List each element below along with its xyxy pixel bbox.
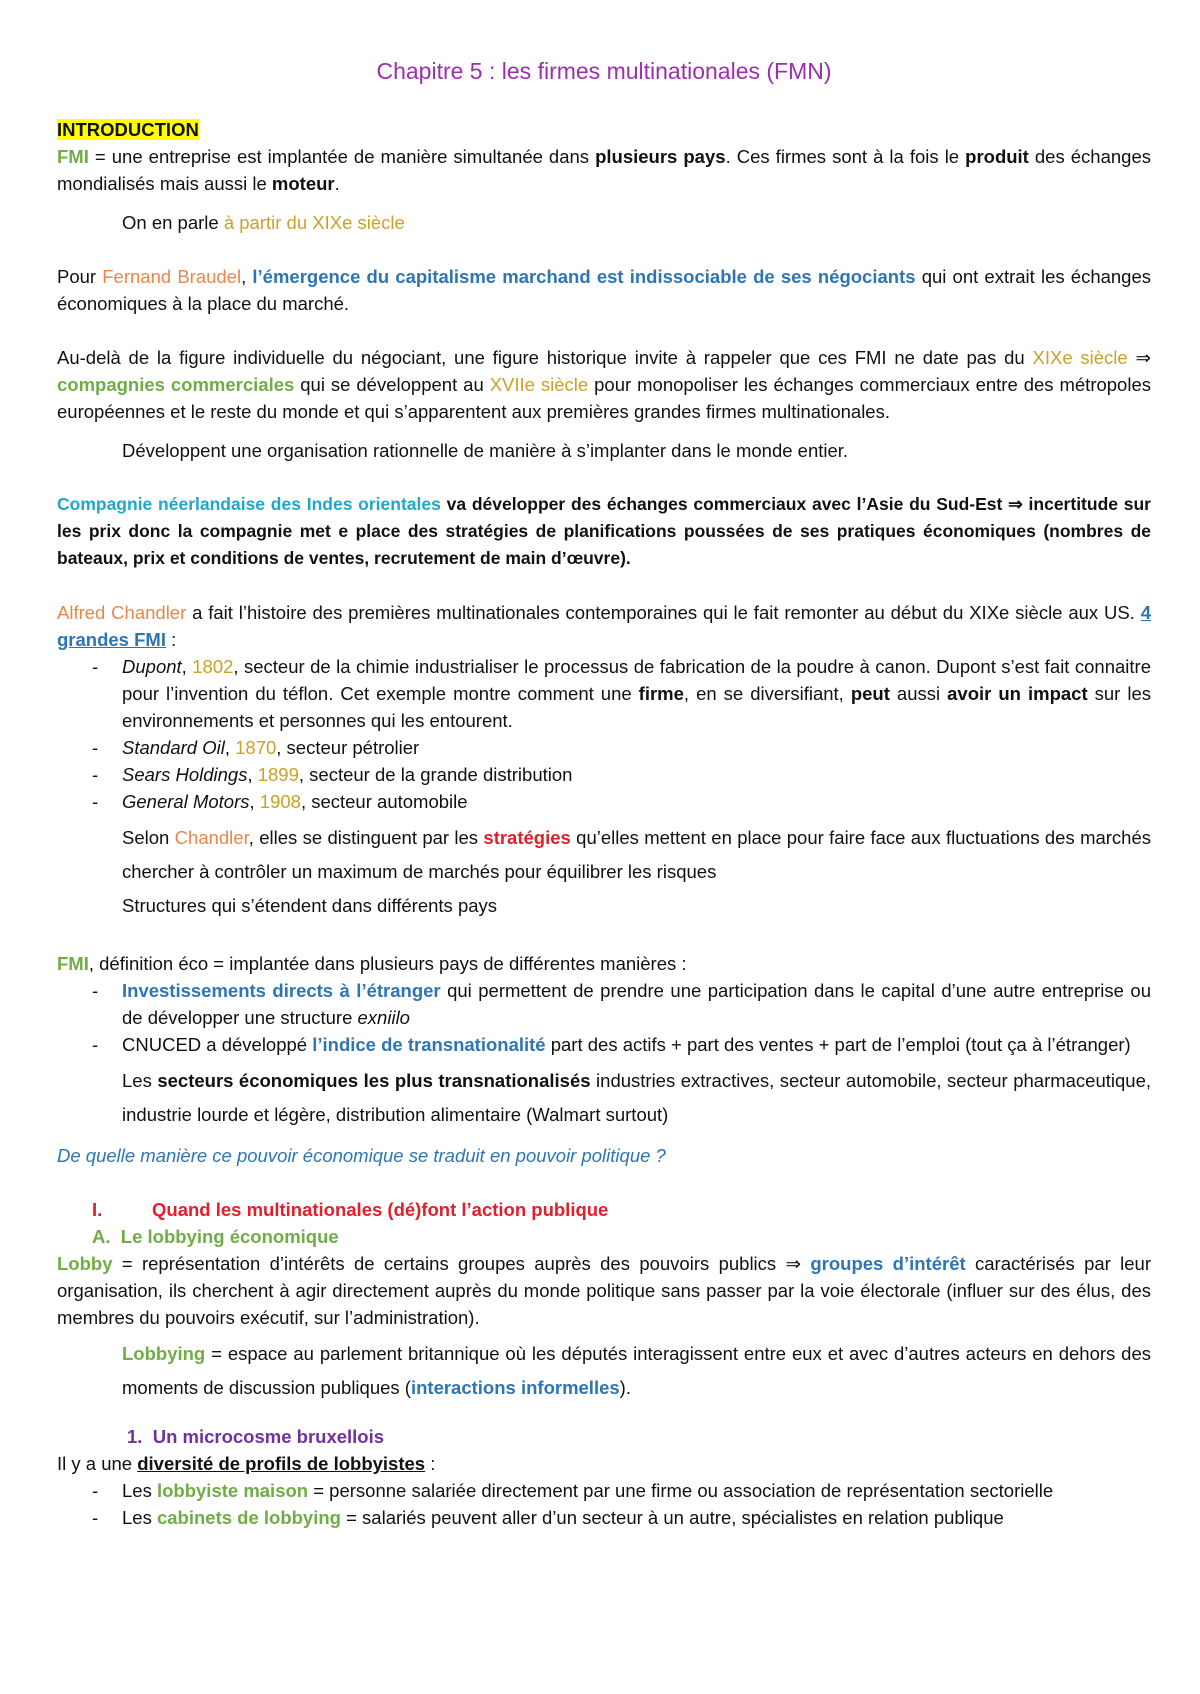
arrow-item-organisation: Développent une organisation rationnelle de manière à s’implanter dans le monde entier. [122, 440, 849, 461]
list-item-standard-oil: - Standard Oil, 1870, secteur pétrolier [92, 737, 420, 758]
list-item-cnuced: - CNUCED a développé l’indice de transnationalité part des actifs + part des ventes + part de l’emploi (tout ça à l’étranger) [92, 1034, 1131, 1055]
intro-heading [57, 116, 1151, 143]
paragraph-lobby: Lobby = représentation d’intérêts de certains groupes auprès des pouvoirs publics ⇒ groupes d’intérêt caractérisés par leur organisation, ils cherchent à agir directement auprès du monde politique sans passer par la voie électorale (influer sur des élus, des membres du pouvoirs exécutif, sur l’administration). [57, 1253, 1152, 1328]
problematique-question: De quelle manière ce pouvoir économique se traduit en pouvoir politique ? [57, 1145, 666, 1166]
intro-paragraph-indes: Compagnie néerlandaise des Indes orientales va développer des échanges commerciaux avec l’Asie du Sud-Est ⇒ incertitude sur les prix donc la compagnie met e place des stratégies de planifications poussées de ses pratiques économiques (nombres de bateaux, prix et conditions de ventes, recrutement de main d’œuvre). [57, 494, 1151, 568]
list-item-dupont: - Dupont, 1802, secteur de la chimie industrialiser le processus de fabrication de la poudre à canon. Dupont s’est fait connaitre pour l’invention du téflon. Cet exemple montre comment une firme, en se diversifiant, peut aussi avoir un impact sur les environnements et personnes qui les entourent. [92, 656, 1151, 731]
list-item-general-motors: - General Motors, 1908, secteur automobile [92, 791, 468, 812]
arrow-item-structures: Structures qui s’étendent dans différents pays [122, 895, 498, 916]
list-item-sears: - Sears Holdings, 1899, secteur de la grande distribution [92, 764, 573, 785]
list-item-ide: - Investissements directs à l’étranger qui permettent de prendre une participation dans le capital d’une autre entreprise ou de développer une structure exniilo [92, 980, 1151, 1028]
intro-label: INTRODUCTION [57, 119, 199, 140]
arrow-item-xixe: On en parle à partir du XIXe siècle [122, 212, 405, 233]
intro-paragraph-definition: FMI, définition éco = implantée dans plusieurs pays de différentes manières : [57, 953, 687, 974]
term-fmi: FMI [57, 146, 89, 167]
link-4-grandes-fmi: 4 grandes FMI [57, 602, 1151, 650]
intro-paragraph-braudel: Pour Fernand Braudel, l’émergence du capitalisme marchand est indissociable de ses négociants qui ont extrait les échanges économiques à la place du marché. [57, 266, 1152, 314]
intro-paragraph-chandler: Alfred Chandler a fait l’histoire des premières multinationales contemporaines qui le fait remonter au début du XIXe siècle aux US. 4 grandes FMI : [57, 602, 1151, 650]
section-heading-1: 1. Un microcosme bruxellois [127, 1426, 385, 1447]
document-body [57, 56, 1151, 1531]
section-heading-A: A. Le lobbying économique [92, 1226, 339, 1247]
page-title: Chapitre 5 : les firmes multinationales (FMN) [376, 58, 832, 84]
list-item-lobbyiste-maison: - Les lobbyiste maison = personne salariée directement par une firme ou association de représentation sectorielle [92, 1480, 1054, 1501]
section-heading-I: I. Quand les multinationales (dé)font l’action publique [92, 1199, 609, 1220]
list-item-cabinets: - Les cabinets de lobbying = salariés peuvent aller d’un secteur à un autre, spécialistes en relation publique [92, 1507, 1004, 1528]
arrow-item-strategies: Selon Chandler, elles se distinguent par les stratégies qu’elles mettent en place pour faire face aux fluctuations des marchés chercher à contrôler un maximum de marchés pour équilibrer les risques [122, 827, 1152, 882]
intro-paragraph-fmi: FMI = une entreprise est implantée de manière simultanée dans plusieurs pays. Ces firmes sont à la fois le produit des échanges mondialisés mais aussi le moteur. [57, 146, 1151, 194]
arrow-item-secteurs: Les secteurs économiques les plus transnationalisés industries extractives, secteur automobile, secteur pharmaceutique, industrie lourde et légère, distribution alimentaire (Walmart surtout) [122, 1070, 1152, 1125]
intro-paragraph-compagnies: Au-delà de la figure individuelle du négociant, une figure historique invite à rappeler que ces FMI ne date pas du XIXe siècle ⇒ compagnies commerciales qui se développent au XVIIe siècle pour monopoliser les échanges commerciaux entre des métropoles européennes et le reste du monde et qui s’apparentent aux premières grandes firmes multinationales. [57, 347, 1151, 422]
arrow-item-lobbying: Lobbying = espace au parlement britannique où les députés interagissent entre eux et avec d’autres acteurs en dehors des moments de discussion publiques (interactions informelles). [122, 1343, 1151, 1398]
paragraph-profiles: Il y a une diversité de profils de lobbyistes : [57, 1453, 436, 1474]
